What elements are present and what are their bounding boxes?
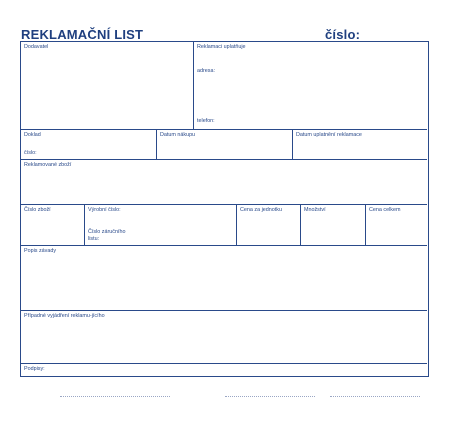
row-divider xyxy=(21,310,427,311)
signature-line xyxy=(225,396,315,397)
goods-number-label: Číslo zboží xyxy=(24,207,51,213)
col-divider xyxy=(292,129,293,159)
warranty-number-label: Číslo záručního listu: xyxy=(88,229,126,242)
col-divider xyxy=(300,204,301,245)
claimed-goods-label: Reklamované zboží xyxy=(24,162,72,168)
unit-price-label: Cena za jednotku xyxy=(240,207,282,213)
total-price-label: Cena celkem xyxy=(369,207,401,213)
document-label: Doklad xyxy=(24,132,41,138)
signatures-label: Podpisy: xyxy=(24,366,45,372)
col-divider xyxy=(236,204,237,245)
claim-form xyxy=(20,41,429,377)
row-divider xyxy=(21,159,427,160)
col-divider xyxy=(156,129,157,159)
quantity-label: Množství xyxy=(304,207,326,213)
serial-number-label: Výrobní číslo: xyxy=(88,207,121,213)
claimant-label: Reklamaci uplatňuje xyxy=(197,44,246,50)
col-divider xyxy=(193,42,194,129)
claim-date-label: Datum uplatnění reklamace xyxy=(296,132,362,138)
row-divider xyxy=(21,363,427,364)
row-divider xyxy=(21,245,427,246)
col-divider xyxy=(84,204,85,245)
purchase-date-label: Datum nákupu xyxy=(160,132,196,138)
supplier-label: Dodavatel xyxy=(24,44,49,50)
signature-line xyxy=(60,396,170,397)
document-number-label: číslo: xyxy=(24,150,37,156)
phone-label: telefon: xyxy=(197,118,215,124)
form-title: REKLAMAČNÍ LIST xyxy=(21,27,144,42)
col-divider xyxy=(365,204,366,245)
defect-description-label: Popis závady xyxy=(24,248,57,254)
form-number-label: číslo: xyxy=(325,27,361,42)
address-label: adresa: xyxy=(197,68,215,74)
claim-resolution-label: Případné vyjádření reklamu-jícího xyxy=(24,313,105,319)
signature-line xyxy=(330,396,420,397)
row-divider xyxy=(21,129,427,130)
